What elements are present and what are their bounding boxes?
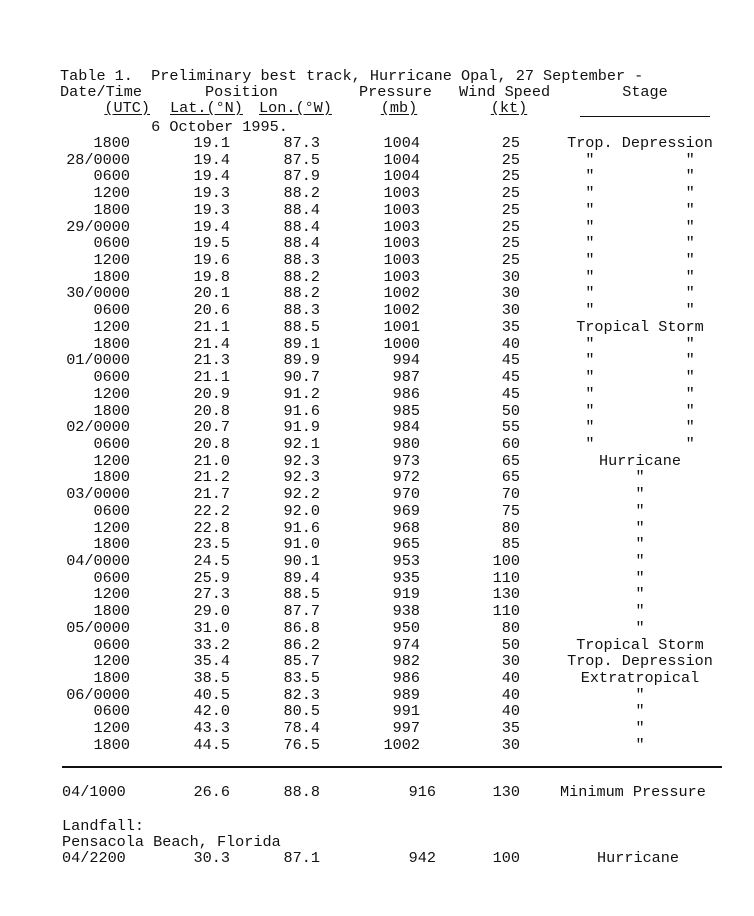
row-datetime: 1800 [93,602,130,621]
row-pressure: 970 [392,485,420,504]
row-stage-ditto: " " [585,150,695,169]
row-wind-speed: 45 [501,351,520,370]
row-longitude: 90.7 [283,368,320,387]
row-longitude: 88.4 [283,234,320,253]
table-row [0,586,754,603]
row-longitude: 82.3 [283,685,320,704]
row-longitude: 88.2 [283,184,320,203]
row-stage-ditto: " " [585,301,695,320]
row-latitude: 19.4 [193,167,230,186]
row-longitude: 90.1 [283,552,320,570]
row-stage: Tropical Storm [576,635,704,654]
row-pressure: 980 [392,434,420,453]
row-wind-speed: 80 [501,618,520,637]
row-wind-speed: 110 [492,602,520,621]
row-stage-ditto: " [635,518,645,537]
row-wind-speed: 25 [501,200,520,219]
table-row [0,520,754,537]
row-wind-speed: 75 [501,501,520,520]
minimum-pressure-row [0,784,754,801]
row-wind-speed: 65 [501,451,520,470]
row-longitude: 91.0 [283,535,320,554]
row-pressure: 919 [392,585,420,604]
row-wind-speed: 45 [501,368,520,387]
row-wind-speed: 65 [501,468,520,487]
min-longitude: 88.8 [283,783,320,801]
row-stage-ditto: " " [585,167,695,186]
row-stage-ditto: " " [585,267,695,286]
row-stage-ditto: " [635,501,645,520]
row-pressure: 950 [392,618,420,637]
row-latitude: 19.6 [193,251,230,270]
table-row [0,369,754,386]
row-latitude: 43.3 [193,719,230,738]
table-row [0,486,754,503]
row-latitude: 25.9 [193,568,230,587]
row-wind-speed: 80 [501,518,520,537]
min-pressure: 916 [408,783,436,801]
row-stage: Extratropical [580,669,700,688]
row-wind-speed: 25 [501,134,520,152]
table-row [0,185,754,202]
row-longitude: 87.9 [283,167,320,186]
row-pressure: 938 [392,602,420,621]
row-wind-speed: 100 [492,552,520,570]
row-stage-ditto: " [635,552,645,570]
row-stage-ditto: " [635,585,645,604]
row-latitude: 44.5 [193,735,230,754]
row-datetime: 1800 [93,134,130,152]
row-latitude: 21.4 [193,334,230,353]
row-wind-speed: 50 [501,635,520,654]
row-latitude: 21.1 [193,317,230,336]
table-row [0,152,754,169]
row-longitude: 92.0 [283,501,320,520]
table-row [0,352,754,369]
row-wind-speed: 50 [501,401,520,420]
header-latitude: Lat.(°N) [170,99,243,117]
row-latitude: 19.3 [193,184,230,203]
row-datetime: 02/0000 [66,418,130,437]
row-datetime: 0600 [93,501,130,520]
table-row [0,219,754,236]
row-datetime: 1200 [93,518,130,537]
row-pressure: 997 [392,719,420,738]
row-latitude: 22.8 [193,518,230,537]
row-datetime: 0600 [93,234,130,253]
row-longitude: 92.1 [283,434,320,453]
row-pressure: 994 [392,351,420,370]
row-wind-speed: 25 [501,251,520,270]
row-datetime: 0600 [93,434,130,453]
row-wind-speed: 30 [501,284,520,303]
row-longitude: 86.8 [283,618,320,637]
row-wind-speed: 130 [492,585,520,604]
row-longitude: 88.4 [283,200,320,219]
table-row [0,653,754,670]
row-latitude: 19.4 [193,150,230,169]
row-datetime: 1200 [93,451,130,470]
row-wind-speed: 25 [501,234,520,253]
row-latitude: 23.5 [193,535,230,554]
row-wind-speed: 25 [501,217,520,236]
table-row [0,302,754,319]
row-pressure: 1004 [383,167,420,186]
row-datetime: 1200 [93,652,130,671]
row-wind-speed: 30 [501,267,520,286]
row-stage-ditto: " " [585,217,695,236]
table-row [0,269,754,286]
row-stage: Tropical Storm [576,317,704,336]
row-longitude: 91.6 [283,401,320,420]
row-pressure: 1003 [383,184,420,203]
table-row [0,235,754,252]
row-latitude: 19.3 [193,200,230,219]
row-pressure: 965 [392,535,420,554]
header-position: Position [205,83,278,101]
table-row [0,703,754,720]
row-stage-ditto: " " [585,384,695,403]
row-stage-ditto: " [635,702,645,721]
table-row [0,720,754,737]
row-datetime: 1200 [93,251,130,270]
row-longitude: 92.3 [283,451,320,470]
row-datetime: 1800 [93,669,130,688]
min-stage: Minimum Pressure [560,783,706,801]
landfall-latitude: 30.3 [193,849,230,867]
row-stage-ditto: " " [585,234,695,253]
row-pressure: 1002 [383,301,420,320]
row-latitude: 21.0 [193,451,230,470]
row-stage-ditto: " " [585,351,695,370]
row-datetime: 0600 [93,368,130,387]
row-longitude: 89.4 [283,568,320,587]
row-pressure: 972 [392,468,420,487]
header-pressure-unit: (mb) [380,99,418,117]
table-row [0,687,754,704]
row-stage-ditto: " [635,602,645,621]
row-latitude: 27.3 [193,585,230,604]
row-wind-speed: 40 [501,702,520,721]
row-pressure: 984 [392,418,420,437]
row-wind-speed: 70 [501,485,520,504]
min-latitude: 26.6 [193,783,230,801]
row-pressure: 1003 [383,217,420,236]
row-wind-speed: 25 [501,167,520,186]
row-latitude: 33.2 [193,635,230,654]
row-datetime: 0600 [93,635,130,654]
row-datetime: 1800 [93,735,130,754]
row-datetime: 1800 [93,401,130,420]
row-datetime: 04/0000 [66,552,130,570]
table-row [0,536,754,553]
row-wind-speed: 30 [501,301,520,320]
row-pressure: 969 [392,501,420,520]
header-longitude: Lon.(°W) [259,99,332,117]
row-longitude: 88.2 [283,267,320,286]
row-pressure: 1004 [383,134,420,152]
row-latitude: 19.1 [193,134,230,152]
landfall-label: Landfall: [62,817,145,835]
row-datetime: 30/0000 [66,284,130,303]
row-wind-speed: 40 [501,685,520,704]
row-pressure: 987 [392,368,420,387]
row-datetime: 1200 [93,719,130,738]
row-longitude: 92.3 [283,468,320,487]
row-datetime: 1200 [93,384,130,403]
row-longitude: 91.6 [283,518,320,537]
row-datetime: 06/0000 [66,685,130,704]
table-row [0,453,754,470]
row-datetime: 05/0000 [66,618,130,637]
row-pressure: 982 [392,652,420,671]
row-longitude: 88.5 [283,585,320,604]
table-row [0,737,754,754]
row-wind-speed: 35 [501,317,520,336]
row-latitude: 21.3 [193,351,230,370]
row-pressure: 1002 [383,284,420,303]
header-pressure: Pressure [359,83,432,101]
row-stage-ditto: " " [585,184,695,203]
row-datetime: 01/0000 [66,351,130,370]
row-latitude: 29.0 [193,602,230,621]
row-stage-ditto: " " [585,200,695,219]
row-stage-ditto: " " [585,434,695,453]
row-stage-ditto: " " [585,401,695,420]
row-longitude: 91.2 [283,384,320,403]
row-latitude: 42.0 [193,702,230,721]
row-stage-ditto: " " [585,418,695,437]
row-stage-ditto: " [635,468,645,487]
table-row [0,620,754,637]
row-longitude: 76.5 [283,735,320,754]
landfall-longitude: 87.1 [283,849,320,867]
row-stage-ditto: " " [585,334,695,353]
row-datetime: 03/0000 [66,485,130,504]
table-row [0,202,754,219]
row-datetime: 1800 [93,535,130,554]
row-longitude: 88.3 [283,301,320,320]
caption-line-1: Table 1. Preliminary best track, Hurricane Opal, 27 September - [60,67,644,85]
table-row [0,436,754,453]
row-stage: Trop. Depression [567,652,713,671]
row-stage: Hurricane [598,451,682,470]
row-datetime: 0600 [93,568,130,587]
row-stage-ditto: " [635,485,645,504]
row-pressure: 968 [392,518,420,537]
row-stage-ditto: " " [585,251,695,270]
row-latitude: 31.0 [193,618,230,637]
row-pressure: 1004 [383,150,420,169]
table-row [0,670,754,687]
table-row [0,319,754,336]
row-longitude: 88.2 [283,284,320,303]
table-row [0,469,754,486]
table-row [0,553,754,570]
row-latitude: 20.9 [193,384,230,403]
row-longitude: 92.2 [283,485,320,504]
row-datetime: 1800 [93,267,130,286]
row-latitude: 38.5 [193,669,230,688]
table-row [0,603,754,620]
row-pressure: 1003 [383,200,420,219]
row-longitude: 88.5 [283,317,320,336]
row-latitude: 35.4 [193,652,230,671]
table-row [0,336,754,353]
row-datetime: 0600 [93,702,130,721]
row-datetime: 1800 [93,334,130,353]
row-wind-speed: 25 [501,184,520,203]
min-wind: 130 [492,783,520,801]
row-datetime: 1200 [93,585,130,604]
row-longitude: 86.2 [283,635,320,654]
landfall-place: Pensacola Beach, Florida [62,833,281,851]
header-stage-rule [580,116,710,117]
row-stage-ditto: " [635,535,645,554]
row-pressure: 989 [392,685,420,704]
row-latitude: 20.8 [193,401,230,420]
row-longitude: 87.7 [283,602,320,621]
row-wind-speed: 30 [501,652,520,671]
row-latitude: 20.7 [193,418,230,437]
row-pressure: 1003 [383,251,420,270]
row-longitude: 87.5 [283,150,320,169]
row-pressure: 935 [392,568,420,587]
row-datetime: 0600 [93,301,130,320]
table-row [0,570,754,587]
row-pressure: 1002 [383,735,420,754]
row-latitude: 21.7 [193,485,230,504]
caption-line-2: 6 October 1995. [60,118,288,136]
row-latitude: 20.1 [193,284,230,303]
row-longitude: 88.4 [283,217,320,236]
table-row [0,503,754,520]
row-pressure: 974 [392,635,420,654]
row-longitude: 87.3 [283,134,320,152]
row-wind-speed: 55 [501,418,520,437]
row-wind-speed: 35 [501,719,520,738]
row-datetime: 28/0000 [66,150,130,169]
row-datetime: 29/0000 [66,217,130,236]
header-datetime: Date/Time [60,83,143,101]
row-latitude: 40.5 [193,685,230,704]
row-latitude: 21.1 [193,368,230,387]
row-stage-ditto: " " [585,368,695,387]
row-latitude: 19.8 [193,267,230,286]
row-pressure: 986 [392,384,420,403]
row-latitude: 19.5 [193,234,230,253]
row-pressure: 1003 [383,234,420,253]
row-longitude: 91.9 [283,418,320,437]
row-wind-speed: 40 [501,334,520,353]
table-row [0,637,754,654]
table-row [0,403,754,420]
row-latitude: 20.8 [193,434,230,453]
table-row [0,285,754,302]
row-datetime: 1200 [93,184,130,203]
table-row [0,252,754,269]
row-datetime: 0600 [93,167,130,186]
row-longitude: 80.5 [283,702,320,721]
table-row [0,135,754,152]
header-wind-speed: Wind Speed [459,83,551,101]
row-pressure: 1000 [383,334,420,353]
row-wind-speed: 45 [501,384,520,403]
row-datetime: 1200 [93,317,130,336]
row-wind-speed: 30 [501,735,520,754]
row-latitude: 19.4 [193,217,230,236]
row-stage-ditto: " [635,719,645,738]
row-pressure: 1001 [383,317,420,336]
row-longitude: 78.4 [283,719,320,738]
row-stage-ditto: " [635,735,645,754]
header-datetime-unit: (UTC) [104,99,150,117]
row-stage-ditto: " [635,618,645,637]
landfall-stage: Hurricane [597,849,680,867]
row-stage-ditto: " " [585,284,695,303]
row-latitude: 24.5 [193,552,230,570]
row-longitude: 88.3 [283,251,320,270]
row-pressure: 953 [392,552,420,570]
row-stage-ditto: " [635,568,645,587]
landfall-wind: 100 [492,849,520,867]
row-longitude: 89.1 [283,334,320,353]
row-wind-speed: 110 [492,568,520,587]
table-row [0,419,754,436]
row-stage-ditto: " [635,685,645,704]
row-pressure: 973 [392,451,420,470]
row-wind-speed: 40 [501,669,520,688]
landfall-pressure: 942 [408,849,436,867]
header-wind-unit: (kt) [490,99,528,117]
row-latitude: 22.2 [193,501,230,520]
table-row [0,386,754,403]
row-longitude: 85.7 [283,652,320,671]
row-wind-speed: 60 [501,434,520,453]
row-datetime: 1800 [93,200,130,219]
row-pressure: 991 [392,702,420,721]
row-stage: Trop. Depression [567,134,713,152]
header-stage: Stage [622,83,668,101]
row-longitude: 83.5 [283,669,320,688]
table-divider [62,766,722,768]
row-latitude: 21.2 [193,468,230,487]
row-latitude: 20.6 [193,301,230,320]
row-pressure: 986 [392,669,420,688]
row-datetime: 1800 [93,468,130,487]
row-pressure: 1003 [383,267,420,286]
row-wind-speed: 25 [501,150,520,169]
row-pressure: 985 [392,401,420,420]
row-wind-speed: 85 [501,535,520,554]
landfall-datetime: 04/2200 [62,849,126,867]
table-row [0,168,754,185]
row-longitude: 89.9 [283,351,320,370]
landfall-row [0,850,754,867]
min-datetime: 04/1000 [62,783,126,801]
